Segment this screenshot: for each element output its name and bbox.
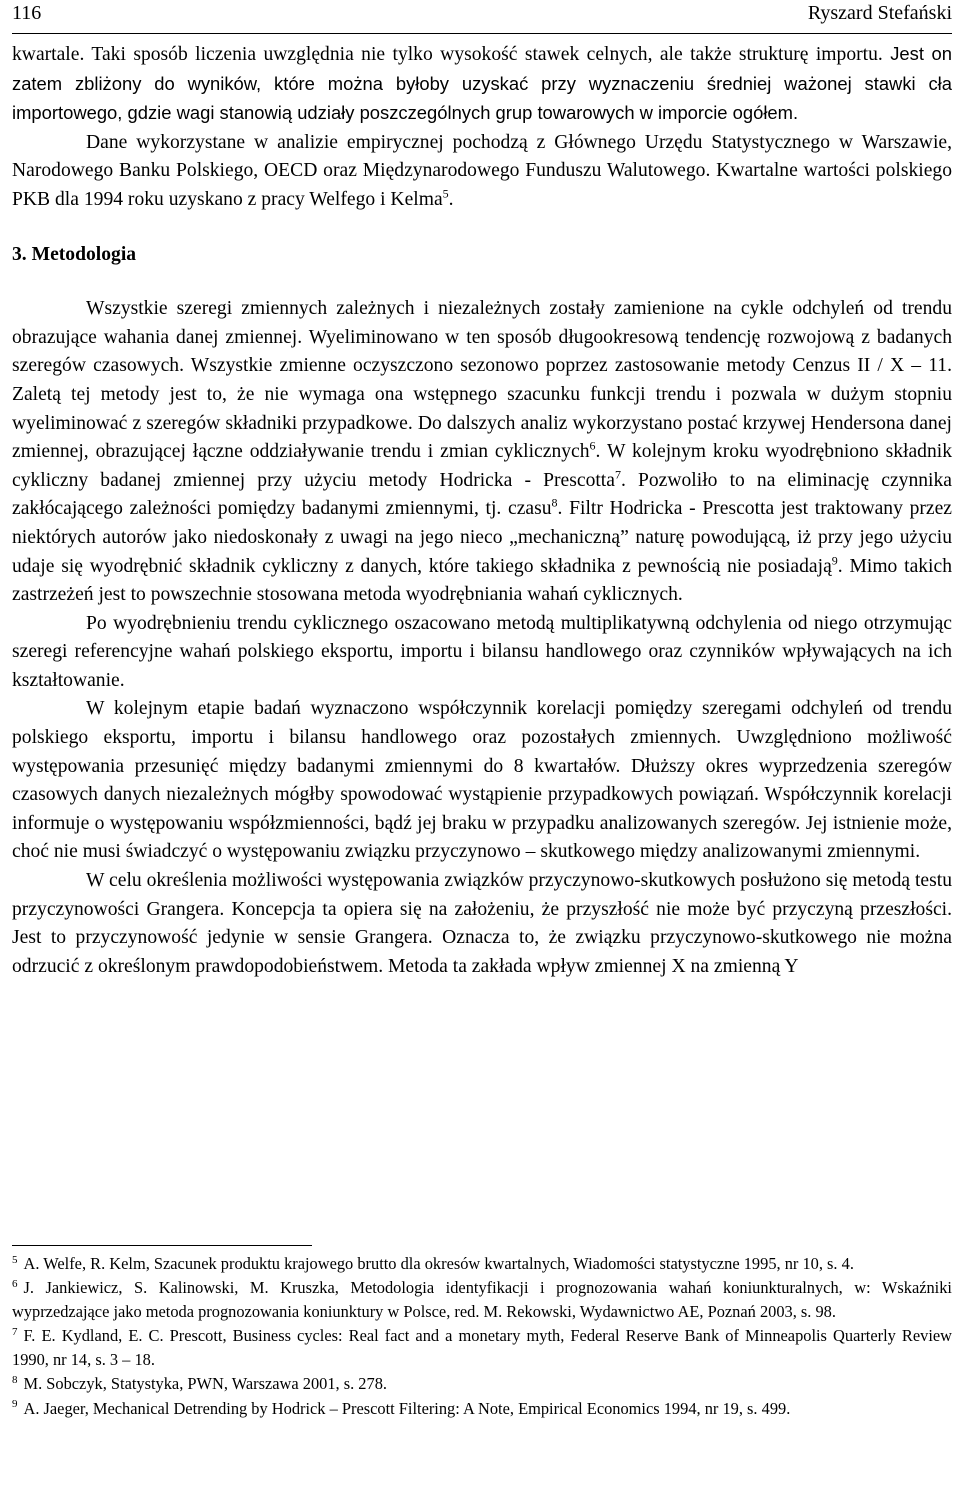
footnote-8 [12, 1372, 952, 1396]
page-number: 116 [12, 2, 42, 24]
paragraph-trend: Po wyodrębnieniu trendu cyklicznego oszacowano metodą multiplikatywną odchylenia od niego otrzymując szeregi referencyjne wahań polskiego eksportu, importu i bilansu handlowego oraz czynników wpływających na ich kształtowanie. [12, 612, 952, 691]
page-header [12, 0, 952, 40]
footnote-rule [12, 1245, 312, 1246]
footnote-ref[interactable]: 7 [614, 467, 621, 482]
paragraph-data-sources [12, 129, 952, 215]
footnotes [12, 1252, 952, 1421]
paragraph-correlation: W kolejnym etapie badań wyznaczono współczynnik korelacji pomiędzy szeregami odchyleń od trendu polskiego eksportu, importu i bilansu handlowego oraz pozostałych zmiennych. Uwzględniono możliwość występowania przesunięć między badanymi zmiennymi do 8 kwartałów. Dłuższy okres wyprzedzenia szeregów czasowych danych niezależnych mógłby spowodować wystąpienie przypadkowych powiązań. Współczynnik korelacji informuje o występowaniu współzmienności, bądź jej braku w przypadku analizowanych szeregów. Jej istnienie może, choć nie musi świadczyć o występowaniu związku przyczynowo – skutkowego między analizowanymi zmiennymi. [12, 698, 952, 863]
footnote-text: F. E. Kydland, E. C. Prescott, Business cycles: Real fact and a monetary myth, Federal Reserve Bank of Minneapolis Quarterly Review 1990, nr 14, s. 3 – 18. [12, 1326, 952, 1370]
footnote-ref[interactable]: 6 [589, 438, 596, 453]
footnote-number: 8 [12, 1374, 18, 1386]
paragraph-text: . W kolejnym kroku wyodrębniono składnik cykliczny badanej zmiennej przy użyciu metody Hodricka - Prescotta [12, 441, 952, 491]
paragraph-text: kwartale. Taki sposób liczenia uwzględnia nie tylko wysokość stawek celnych, ale także strukturę importu. [12, 44, 891, 65]
paragraph-text: . Pozwoliło to na eliminację czynnika zakłócającego zależności pomiędzy badanymi zmiennymi, tj. czasu [12, 469, 952, 520]
footnote-6 [12, 1276, 952, 1324]
section-heading: 3. Metodologia [12, 243, 137, 265]
paragraph-text: . Mimo takich zastrzeżeń jest to powszechnie stosowana metoda wyodrębniania wahań cyklicznych. [12, 555, 952, 606]
paragraph-text-sans: Jest on zatem zbliżony do wyników, które można byłoby uzyskać przy wyznaczeniu średniej ważonej stawki cła importowego, gdzie wagi stanowią udziały poszczególnych grup towarowych w imporcie ogółem. [12, 43, 952, 124]
footnote-ref[interactable]: 5 [442, 186, 449, 201]
paragraph-text: Wszystkie szeregi zmiennych zależnych i niezależnych zostały zamienione na cykle odchyleń od trendu obrazujące wahania danej zmiennej. Wyeliminowano w ten sposób długookresową tendencję rozwojową z badanych szeregów czasowych. Wszystkie zmienne oczyszczono sezonowo poprzez zastosowanie metody Cenzus II / X – 11. Zaletą tej metody jest to, że nie wymaga ona wstępnego szacunku funkcji trendu i pozwala w dużym stopniu wyeliminować z szeregów składniki przypadkowe. Do dalszych analiz wykorzystano postać krzywej Hendersona danej zmiennej, obrazującej łączne oddziaływanie trendu i zmian cyklicznych [12, 298, 952, 463]
paragraph-methodology [12, 295, 952, 610]
footnote-9 [12, 1397, 952, 1421]
footnote-number: 9 [12, 1398, 18, 1411]
footnote-text: M. Sobczyk, Statystyka, PWN, Warszawa 2001, s. 278. [23, 1374, 387, 1394]
running-head-author: Ryszard Stefański [807, 2, 952, 24]
footnote-7 [12, 1324, 952, 1372]
footnote-number: 5 [12, 1253, 18, 1266]
paragraph-text: Dane wykorzystane w analizie empirycznej pochodzą z Głównego Urzędu Statystycznego w Warszawie, Narodowego Banku Polskiego, OECD oraz Międzynarodowego Funduszu Walutowego. Kwartalne wartości polskiego PKB dla 1994 roku uzyskano z pracy Welfego i Kelma [12, 131, 952, 210]
header-rule [12, 33, 952, 34]
paragraph-granger: W celu określenia możliwości występowania związków przyczynowo-skutkowych posłużono się metodą testu przyczynowości Grangera. Koncepcja ta opiera się na założeniu, że przyszłość nie może być przyczyną przeszłości. Jest to przyczynowość jedynie w sensie Grangera. Oznacza to, że związku przyczynowo-skutkowego nie można odrzucić z określonym prawdopodobieństwem. Metoda ta zakłada wpływ zmiennej X na zmienną Y [12, 870, 952, 977]
paragraph-text: . [448, 188, 454, 210]
footnote-number: 6 [12, 1277, 18, 1290]
main-text [12, 40, 952, 981]
paragraph-text: . Filtr Hodricka - Prescotta jest traktowany przez niektórych autorów jako niedoskonały z uwagi na jego nieco „mechaniczną” naturę powodującą, iż przy jego użyciu udaje się wyodrębnić składnik cykliczny z danych, które takiego składnika z pewnością nie posiadają [12, 498, 952, 577]
footnote-ref[interactable]: 9 [831, 552, 838, 567]
footnote-text: J. Jankiewicz, S. Kalinowski, M. Kruszka, Metodologia identyfikacji i prognozowania wahań koniunkturalnych, w: Wskaźniki wyprzedzające jako metoda prognozowania koniunktury w Polsce, red. M. Rekowski, Wydawnictwo AE, Poznań 2003, s. 98. [12, 1278, 952, 1322]
footnote-5 [12, 1252, 952, 1276]
footnote-ref[interactable]: 8 [551, 495, 558, 510]
footnote-text: A. Jaeger, Mechanical Detrending by Hodrick – Prescott Filtering: A Note, Empirical Economics 1994, nr 19, s. 499. [23, 1398, 791, 1418]
paragraph-continuation [12, 40, 952, 129]
footnote-text: A. Welfe, R. Kelm, Szacunek produktu krajowego brutto dla okresów kwartalnych, Wiadomości statystyczne 1995, nr 10, s. 4. [23, 1254, 854, 1273]
footnote-number: 7 [12, 1325, 18, 1338]
